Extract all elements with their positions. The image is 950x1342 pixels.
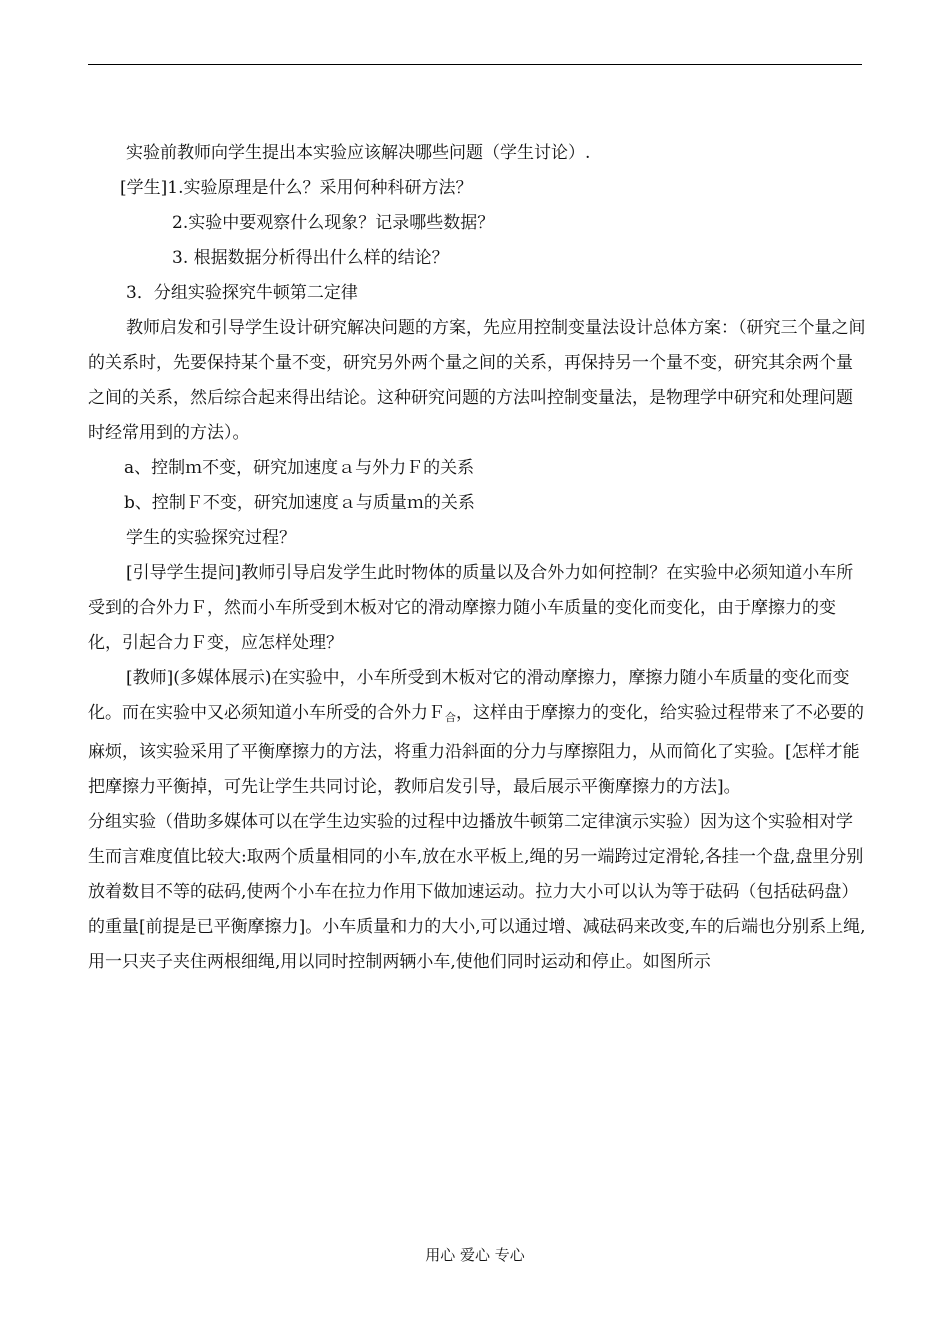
paragraph-process: 学生的实验探究过程？ <box>126 528 296 548</box>
item-b: b、控制Ｆ不变，研究加速度ａ与质量ｍ的关系 <box>124 493 475 513</box>
item-a: a、控制ｍ不变，研究加速度ａ与外力Ｆ的关系 <box>124 458 475 478</box>
question-1: [学生]1.实验原理是什么？采用何种科研方法？ <box>120 178 473 198</box>
section-heading-3: 3．分组实验探究牛顿第二定律 <box>126 283 358 303</box>
paragraph-group-experiment: 分组实验（借助多媒体可以在学生边实验的过程中边播放牛顿第二定律演示实验）因为这个实验相对学生而言难度值比较大:取两个质量相同的小车,放在水平板上,绳的另一端跨过定滑轮,各挂一个盘,盘里分别放着数目不等的砝码,使两个小车在拉力作用下做加速运动。拉力大小可以认为等于砝码（包括砝码盘）的重量[前提是已平衡摩擦力]。小车质量和力的大小,可以通过增、减砝码来改变,车的后端也分别系上绳,用一只夹子夹住两根细绳,用以同时控制两辆小车,使他们同时运动和停止。如图所示 <box>88 812 866 972</box>
question-3: 3. 根据数据分析得出什么样的结论？ <box>172 248 449 268</box>
header-rule <box>88 64 862 65</box>
document-body <box>88 136 868 980</box>
paragraph-teacher <box>88 661 868 805</box>
subscript-he: 合 <box>445 711 456 724</box>
page-footer: 用心 爱心 专心 <box>425 1246 525 1264</box>
paragraph-design: 教师启发和引导学生设计研究解决问题的方案，先应用控制变量法设计总体方案：（研究三个量之间的关系时，先要保持某个量不变，研究另外两个量之间的关系，再保持另一个量不变，研究其余两个量之间的关系，然后综合起来得出结论。这种研究问题的方法叫控制变量法，是物理学中研究和处理问题时经常用到的方法）。 <box>88 318 866 443</box>
paragraph-teacher-post: ，这样由于摩擦力的变化，给实验过程带来了不必要的麻烦，该实验采用了平衡摩擦力的方法，将重力沿斜面的分力与摩擦阻力，从而简化了实验。[怎样才能把摩擦力平衡掉，可先让学生共同讨论，教师启发引导，最后展示平衡摩擦力的方法]。 <box>88 703 864 797</box>
paragraph-intro: 实验前教师向学生提出本实验应该解决哪些问题（学生讨论）. <box>126 143 591 163</box>
paragraph-teacher-pre: [教师](多媒体展示)在实验中，小车所受到木板对它的滑动摩擦力，摩擦力随小车质量的变化而变化。而在实验中又必须知道小车所受的合外力Ｆ <box>88 668 850 723</box>
question-2: 2.实验中要观察什么现象？记录哪些数据？ <box>172 213 495 233</box>
paragraph-guided-question: [引导学生提问]教师引导启发学生此时物体的质量以及合外力如何控制？在实验中必须知道小车所受到的合外力Ｆ，然而小车所受到木板对它的滑动摩擦力随小车质量的变化而变化，由于摩擦力的变化，引起合力Ｆ变，应怎样处理？ <box>88 563 854 653</box>
